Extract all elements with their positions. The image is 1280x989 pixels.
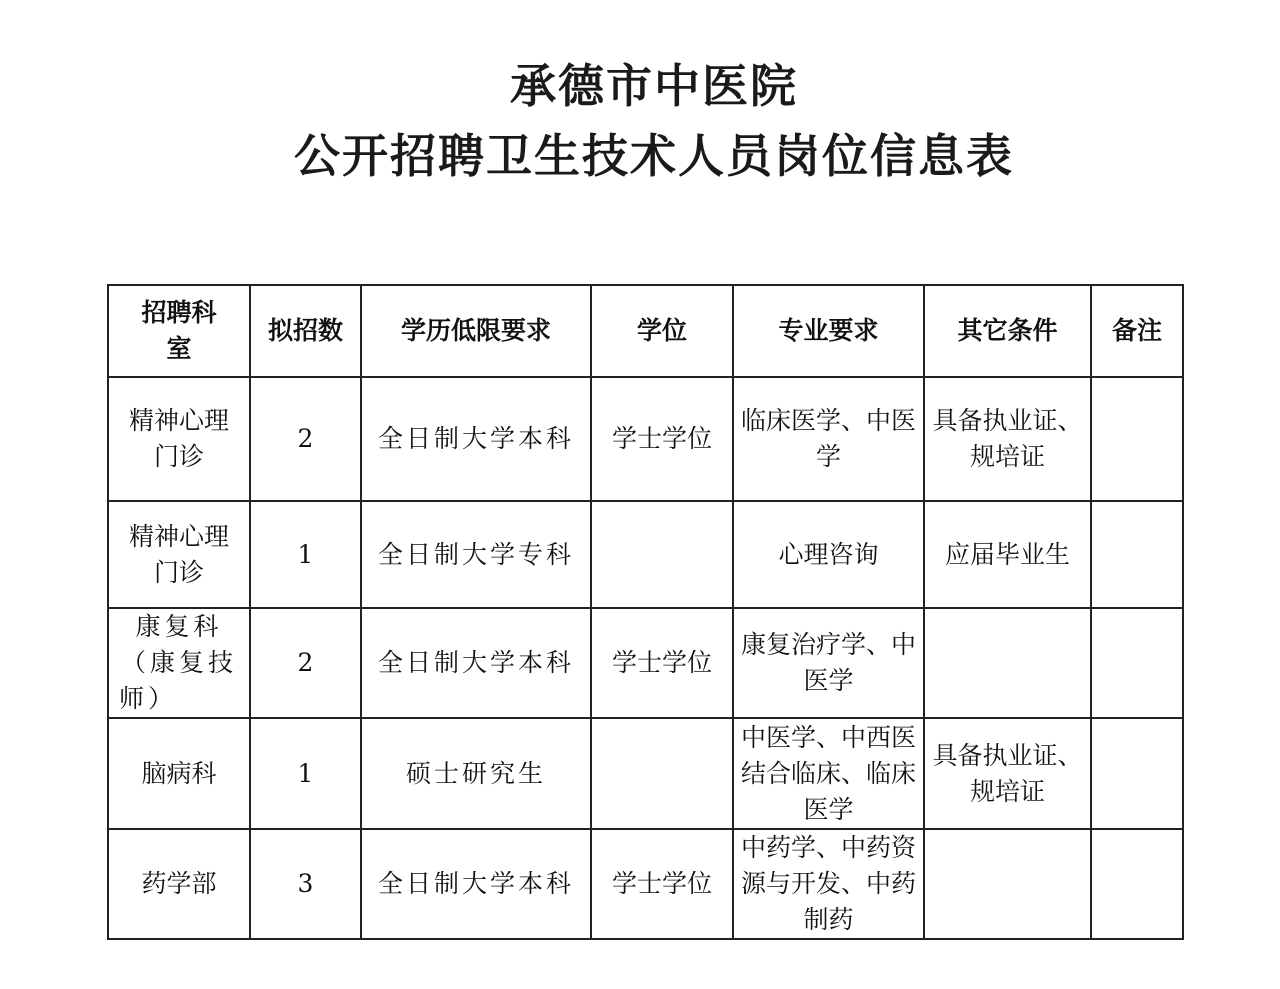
- cell-major: 中药学、中药资源与开发、中药制药: [733, 829, 924, 939]
- cell-other: 应届毕业生: [924, 501, 1091, 608]
- cell-education: 硕士研究生: [361, 718, 591, 829]
- cell-major: 中医学、中西医结合临床、临床医学: [733, 718, 924, 829]
- document-subtitle: 公开招聘卫生技术人员岗位信息表: [294, 129, 1014, 183]
- cell-education: 全日制大学本科: [361, 608, 591, 718]
- cell-major: 心理咨询: [733, 501, 924, 608]
- cell-count: 2: [250, 608, 361, 718]
- cell-dept: 药学部: [108, 829, 250, 939]
- header-major: 专业要求: [733, 285, 924, 377]
- cell-degree: [591, 718, 733, 829]
- header-education: 学历低限要求: [361, 285, 591, 377]
- table-row: [108, 501, 1183, 608]
- cell-degree: 学士学位: [591, 377, 733, 501]
- header-other: 其它条件: [924, 285, 1091, 377]
- header-remark: 备注: [1091, 285, 1183, 377]
- cell-education: 全日制大学专科: [361, 501, 591, 608]
- cell-dept: 脑病科: [108, 718, 250, 829]
- header-dept: 招聘科室: [108, 285, 250, 377]
- cell-other: 具备执业证、规培证: [924, 377, 1091, 501]
- cell-other: [924, 608, 1091, 718]
- cell-remark: [1091, 829, 1183, 939]
- cell-degree: 学士学位: [591, 829, 733, 939]
- cell-dept: 精神心理门诊: [108, 377, 250, 501]
- table-row: [108, 377, 1183, 501]
- table-header-row: [108, 285, 1183, 377]
- job-info-table: [107, 284, 1184, 940]
- document-title: 承德市中医院: [510, 59, 798, 113]
- table-row: [108, 608, 1183, 718]
- cell-count: 2: [250, 377, 361, 501]
- table-row: [108, 829, 1183, 939]
- cell-count: 3: [250, 829, 361, 939]
- cell-remark: [1091, 501, 1183, 608]
- header-degree: 学位: [591, 285, 733, 377]
- cell-degree: 学士学位: [591, 608, 733, 718]
- cell-other: 具备执业证、规培证: [924, 718, 1091, 829]
- cell-remark: [1091, 718, 1183, 829]
- cell-degree: [591, 501, 733, 608]
- table-row: [108, 718, 1183, 829]
- cell-count: 1: [250, 501, 361, 608]
- cell-other: [924, 829, 1091, 939]
- header-count: 拟招数: [250, 285, 361, 377]
- cell-dept: 精神心理门诊: [108, 501, 250, 608]
- cell-education: 全日制大学本科: [361, 829, 591, 939]
- cell-dept: 康复科（康复技师）: [108, 608, 250, 718]
- cell-remark: [1091, 377, 1183, 501]
- cell-major: 康复治疗学、中医学: [733, 608, 924, 718]
- cell-remark: [1091, 608, 1183, 718]
- cell-education: 全日制大学本科: [361, 377, 591, 501]
- cell-major: 临床医学、中医学: [733, 377, 924, 501]
- cell-count: 1: [250, 718, 361, 829]
